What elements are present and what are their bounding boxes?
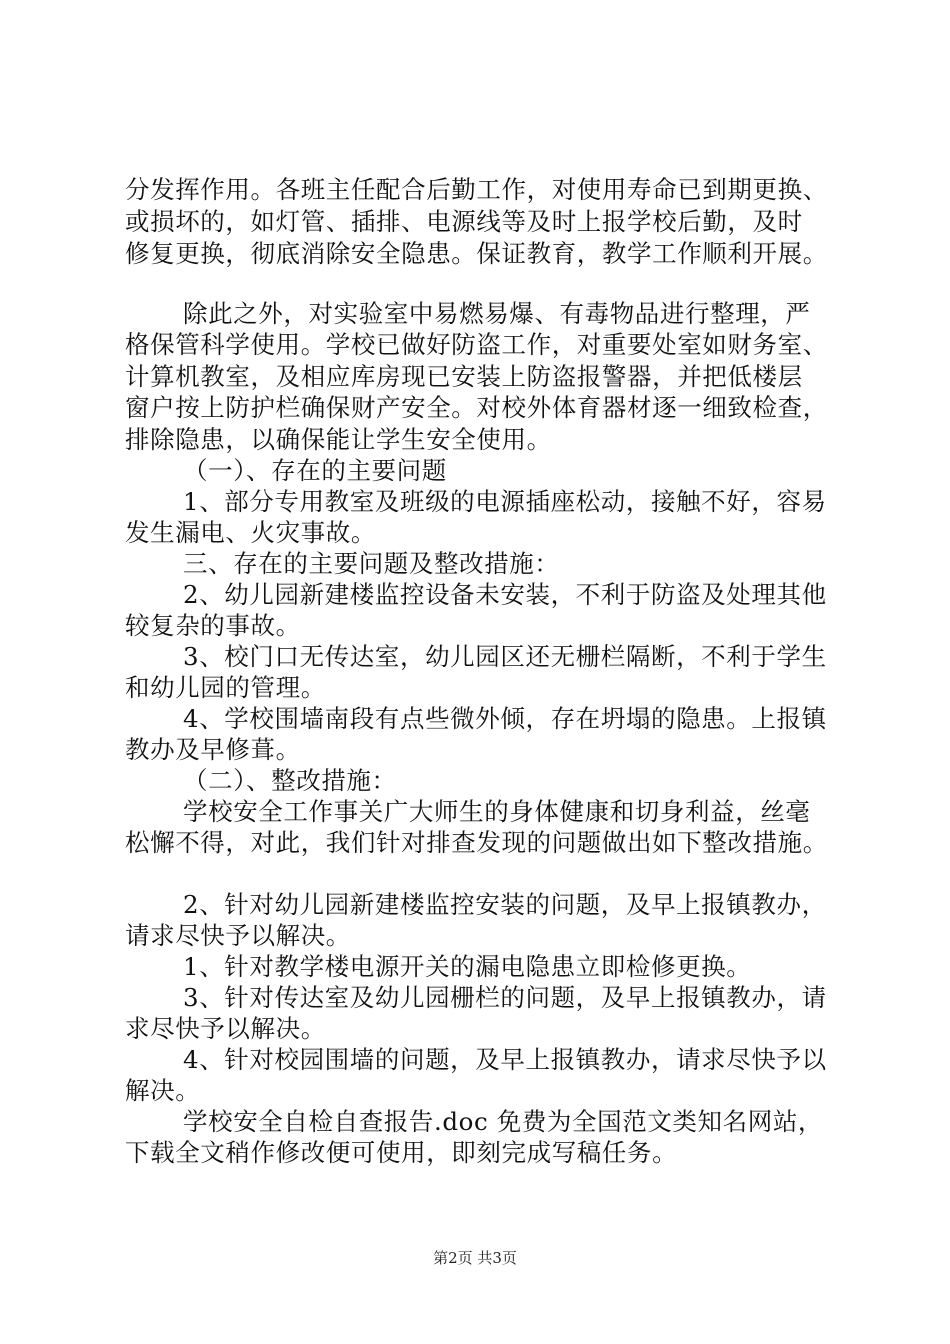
text-line: 2、针对幼儿园新建楼监控安装的问题，及早上报镇教办，	[183, 890, 827, 919]
text-line: 松懈不得，对此，我们针对排查发现的问题做出如下整改措施。	[125, 828, 828, 857]
text-line: 4、针对校园围墙的问题，及早上报镇教办，请求尽快予以	[183, 1045, 827, 1074]
text-line: 教办及早修葺。	[125, 735, 301, 764]
text-line: 1、针对教学楼电源开关的漏电隐患立即检修更换。	[183, 952, 752, 981]
text-line: 计算机教室，及相应库房现已安装上防盗报警器，并把低楼层	[125, 362, 803, 391]
text-line: 修复更换，彻底消除安全隐患。保证教育，教学工作顺利开展。	[125, 239, 828, 268]
text-line: 3、校门口无传达室，幼儿园区还无栅栏隔断，不利于学生	[183, 642, 827, 671]
text-line: 较复杂的事故。	[125, 611, 301, 640]
text-line: 4、学校围墙南段有点些微外倾，存在坍塌的隐患。上报镇	[183, 704, 827, 733]
text-line: 发生漏电、火灾事故。	[125, 518, 376, 547]
text-line: 求尽快予以解决。	[125, 1014, 326, 1043]
text-line: 学校安全工作事关广大师生的身体健康和切身利益，丝毫	[183, 797, 811, 826]
section-heading: 三、存在的主要问题及整改措施：	[183, 549, 560, 578]
text-line: 格保管科学使用。学校已做好防盗工作，对重要处室如财务室、	[125, 330, 828, 359]
text-line: 2、幼儿园新建楼监控设备未安装，不利于防盗及处理其他	[183, 580, 827, 609]
text-line: 学校安全自检自查报告.doc 免费为全国范文类知名网站，	[183, 1107, 824, 1136]
section-heading: （一）、存在的主要问题	[183, 456, 447, 485]
text-line: 分发挥作用。各班主任配合后勤工作，对使用寿命已到期更换、	[125, 175, 828, 204]
page-number-footer: 第2页 共3页	[433, 1249, 517, 1267]
text-line: 排除隐患，以确保能让学生安全使用。	[125, 425, 552, 454]
text-line: 和幼儿园的管理。	[125, 673, 326, 702]
text-line: 1、部分专用教室及班级的电源插座松动，接触不好，容易	[183, 487, 827, 516]
text-line: 窗户按上防护栏确保财产安全。对校外体育器材逐一细致检查，	[125, 393, 828, 422]
text-line: 下载全文稍作修改便可使用，即刻完成写稿任务。	[125, 1138, 678, 1167]
text-line: 请求尽快予以解决。	[125, 921, 351, 950]
text-line: 3、针对传达室及幼儿园栅栏的问题，及早上报镇教办，请	[183, 983, 827, 1012]
text-line: 或损坏的，如灯管、插排、电源线等及时上报学校后勤，及时	[125, 207, 803, 236]
text-line: 除此之外，对实验室中易燃易爆、有毒物品进行整理，严	[183, 299, 811, 328]
section-heading: （二）、整改措施：	[183, 766, 397, 795]
text-line: 解决。	[125, 1076, 201, 1105]
